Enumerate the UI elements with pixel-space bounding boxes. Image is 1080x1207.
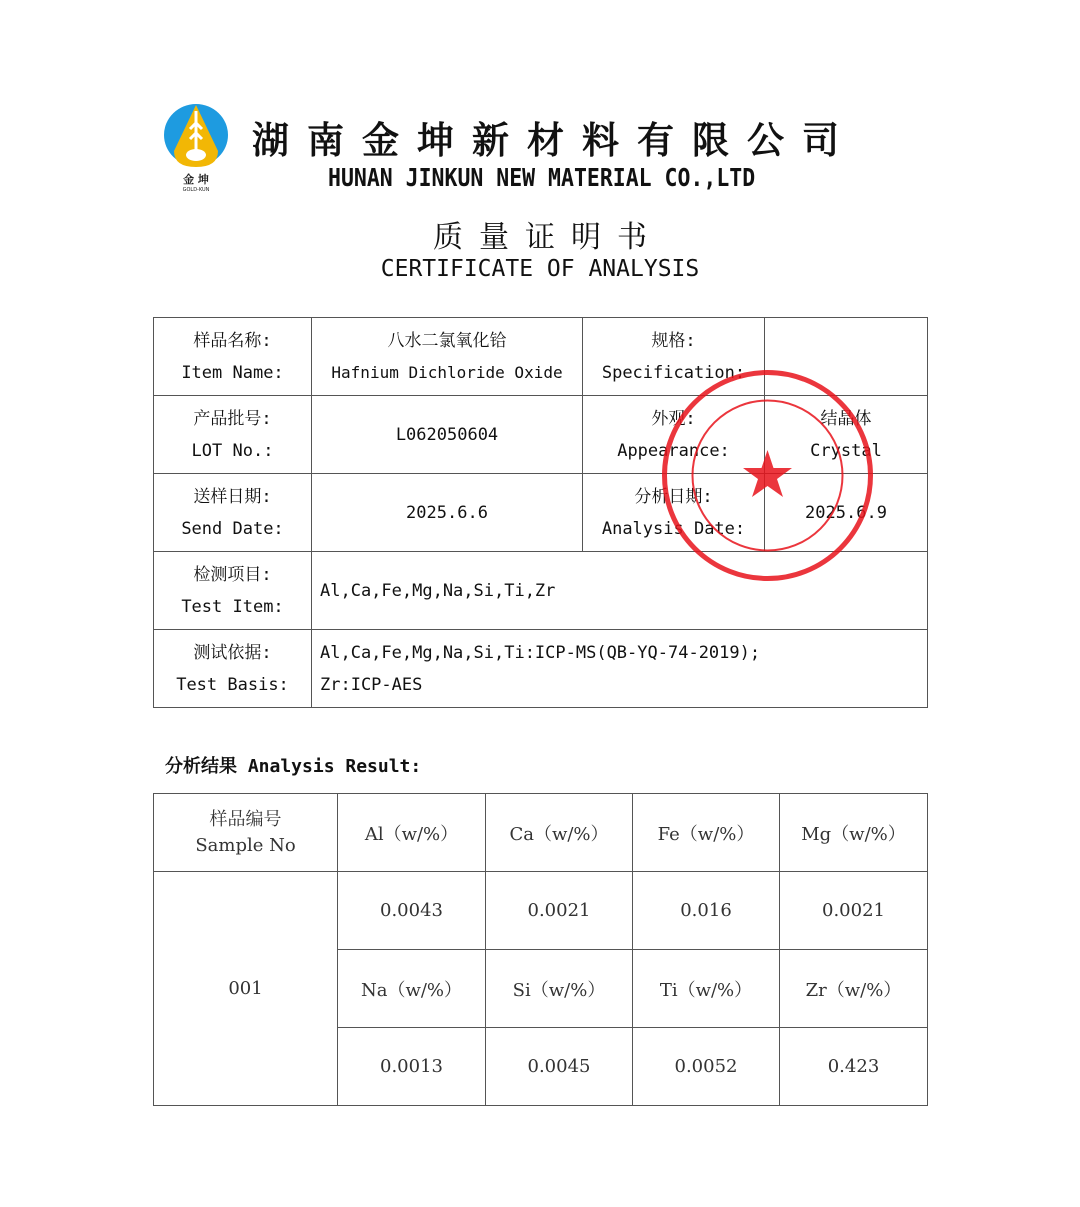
result-value: 0.0052 xyxy=(633,1028,780,1106)
label-en: LOT No.: xyxy=(191,440,274,461)
header-cn: 样品编号 xyxy=(209,808,282,830)
value-cn: 八水二氯氧化铪 xyxy=(387,330,507,351)
analysis-date-label xyxy=(583,474,765,552)
label-en: Appearance: xyxy=(617,440,730,461)
column-header: Ca（w/%） xyxy=(486,794,633,872)
table-row xyxy=(154,552,928,630)
column-header: Mg（w/%） xyxy=(780,794,928,872)
value-cn: 结晶体 xyxy=(820,408,872,429)
label-cn: 分析日期: xyxy=(634,486,713,507)
spec-label xyxy=(583,318,765,396)
company-name-cn: 湖南金坤新材料有限公司 xyxy=(252,118,857,162)
table-row xyxy=(154,630,928,708)
result-value: 0.0043 xyxy=(338,872,486,950)
label-en: Test Basis: xyxy=(176,674,289,695)
result-value: 0.423 xyxy=(780,1028,928,1106)
label-en: Item Name: xyxy=(181,362,284,383)
lot-value: L062050604 xyxy=(312,396,583,474)
label-en: Test Item: xyxy=(181,596,284,617)
column-header: Si（w/%） xyxy=(486,950,633,1028)
basis-line: Al,Ca,Fe,Mg,Na,Si,Ti:ICP-MS(QB-YQ-74-2019); xyxy=(320,642,761,663)
label-cn: 检测项目: xyxy=(193,564,272,585)
column-header: Ti（w/%） xyxy=(633,950,780,1028)
item-name-value xyxy=(312,318,583,396)
label-cn: 规格: xyxy=(651,330,696,351)
send-date-value: 2025.6.6 xyxy=(312,474,583,552)
lot-label xyxy=(154,396,312,474)
send-date-label xyxy=(154,474,312,552)
document-title-en: CERTIFICATE OF ANALYSIS xyxy=(380,256,700,282)
column-header: Al（w/%） xyxy=(338,794,486,872)
column-header: Zr（w/%） xyxy=(780,950,928,1028)
value-en: Crystal xyxy=(810,440,882,461)
spec-value xyxy=(765,318,928,396)
basis-line: Zr:ICP-AES xyxy=(320,674,423,695)
test-basis-value xyxy=(312,630,928,708)
test-basis-label xyxy=(154,630,312,708)
result-table xyxy=(153,793,928,1106)
label-en: Analysis Date: xyxy=(601,518,746,539)
column-header: Fe（w/%） xyxy=(633,794,780,872)
sample-no-value: 001 xyxy=(154,872,338,1106)
header-en: Sample No xyxy=(195,834,296,856)
test-item-value: Al,Ca,Fe,Mg,Na,Si,Ti,Zr xyxy=(312,552,928,630)
result-value: 0.0021 xyxy=(486,872,633,950)
result-value: 0.0021 xyxy=(780,872,928,950)
appearance-value xyxy=(765,396,928,474)
appearance-label xyxy=(583,396,765,474)
company-logo xyxy=(162,103,230,193)
label-en: Specification: xyxy=(601,362,746,383)
table-row xyxy=(154,872,928,950)
info-table xyxy=(153,317,928,708)
test-item-label xyxy=(154,552,312,630)
value-en: Hafnium Dichloride Oxide xyxy=(331,362,563,382)
svg-text:GOLD-KUN: GOLD-KUN xyxy=(182,187,210,193)
label-en: Send Date: xyxy=(181,518,284,539)
sample-no-header xyxy=(154,794,338,872)
table-row xyxy=(154,318,928,396)
column-header: Na（w/%） xyxy=(338,950,486,1028)
label-cn: 测试依据: xyxy=(193,642,272,663)
company-name-en: HUNAN JINKUN NEW MATERIAL CO.,LTD xyxy=(328,163,756,192)
result-value: 0.0013 xyxy=(338,1028,486,1106)
label-cn: 送样日期: xyxy=(193,486,272,507)
result-value: 0.0045 xyxy=(486,1028,633,1106)
result-value: 0.016 xyxy=(633,872,780,950)
analysis-date-value: 2025.6.9 xyxy=(765,474,928,552)
label-cn: 样品名称: xyxy=(193,330,272,351)
table-row xyxy=(154,794,928,872)
svg-text:金 坤: 金 坤 xyxy=(183,173,209,186)
result-section-title: 分析结果 Analysis Result: xyxy=(165,756,422,777)
label-cn: 外观: xyxy=(651,408,696,429)
table-row xyxy=(154,474,928,552)
item-name-label xyxy=(154,318,312,396)
table-row xyxy=(154,396,928,474)
label-cn: 产品批号: xyxy=(193,408,272,429)
document-title-cn: 质量证明书 xyxy=(433,220,663,255)
